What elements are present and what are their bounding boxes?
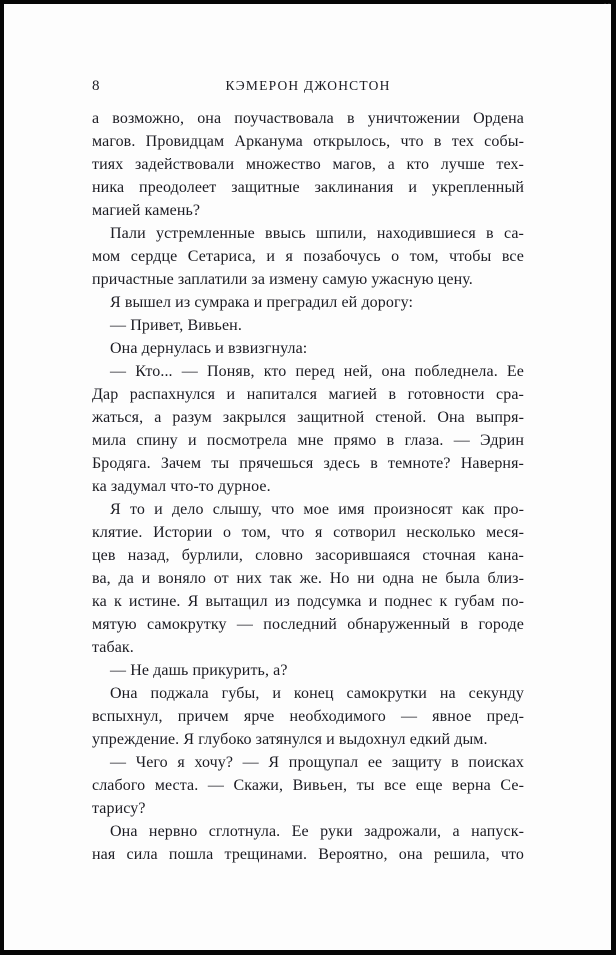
book-line: клятие. Истории о том, что я сотворил несколько меся- — [92, 524, 524, 541]
book-line: слабого места. — Скажи, Вивьен, ты все еще верна Се- — [92, 777, 524, 794]
book-line: Я вышел из сумрака и преградил ей дорогу: — [110, 294, 414, 311]
book-line: ника преодолеет защитные заклинания и укрепленный — [92, 179, 524, 196]
book-line: ва, да и воняло от них так же. Но ни одна не была близ- — [92, 570, 524, 587]
text-block — [92, 107, 524, 866]
book-line: мила спину и посмотрела мне прямо в глаза. — Эдрин — [92, 432, 524, 449]
book-line: мом сердце Сетариса, и я позабочусь о том, чтобы все — [92, 248, 524, 265]
book-line: жаться, а разум закрылся защитной стеной. Она выпря- — [92, 409, 524, 426]
book-line: магией камень? — [92, 202, 201, 219]
book-line: магов. Провидцам Арканума открылось, что в тех собы- — [92, 133, 524, 150]
book-line: Она нервно сглотнула. Ее руки задрожали, а напуск- — [110, 823, 524, 840]
book-line: тарису? — [92, 800, 146, 817]
book-page — [4, 4, 611, 950]
book-line: ная сила пошла трещинами. Вероятно, она решила, что — [92, 846, 524, 863]
book-line: — Кто... — Поняв, кто перед ней, она побледнела. Ее — [110, 363, 524, 380]
book-line: мятую самокрутку — последний обнаруженный в городе — [92, 616, 524, 633]
book-line: Она дернулась и взвизгнула: — [110, 340, 308, 357]
book-line: а возможно, она поучаствовала в уничтожении Ордена — [92, 110, 524, 127]
book-line: тиях задействовали множество магов, а кто лучше тех- — [92, 156, 524, 173]
book-line: упреждение. Я глубоко затянулся и выдохнул едкий дым. — [92, 731, 488, 748]
book-line: Она поджала губы, и конец самокрутки на секунду — [110, 685, 524, 702]
book-line: Я то и дело слышу, что мое имя произносят как про- — [110, 501, 524, 518]
book-line: ка к истине. Я вытащил из подсумка и поднес к губам по- — [92, 593, 524, 610]
book-line: Бродяга. Зачем ты прячешься здесь в темноте? Наверня- — [92, 455, 524, 472]
book-line: цев назад, бурлили, словно засорившаяся сточная кана- — [92, 547, 524, 564]
book-line: ка задумал что-то дурное. — [92, 478, 271, 495]
book-line: причастные заплатили за измену самую ужасную цену. — [92, 271, 473, 288]
book-line: — Чего я хочу? — Я прощупал ее защиту в поисках — [110, 754, 524, 771]
page-header — [92, 78, 524, 98]
book-line: Дар распахнулся и напитался магией в готовности сра- — [92, 386, 524, 403]
book-line: — Не дашь прикурить, а? — [110, 662, 288, 679]
book-line: табак. — [92, 639, 134, 656]
running-title: КЭМЕРОН ДЖОНСТОН — [225, 78, 391, 93]
book-line: вспыхнул, причем ярче необходимого — явное пред- — [92, 708, 524, 725]
page-number: 8 — [92, 78, 100, 94]
book-line: — Привет, Вивьен. — [110, 317, 242, 334]
book-line: Пали устремленные ввысь шпили, находившиеся в са- — [110, 225, 524, 242]
